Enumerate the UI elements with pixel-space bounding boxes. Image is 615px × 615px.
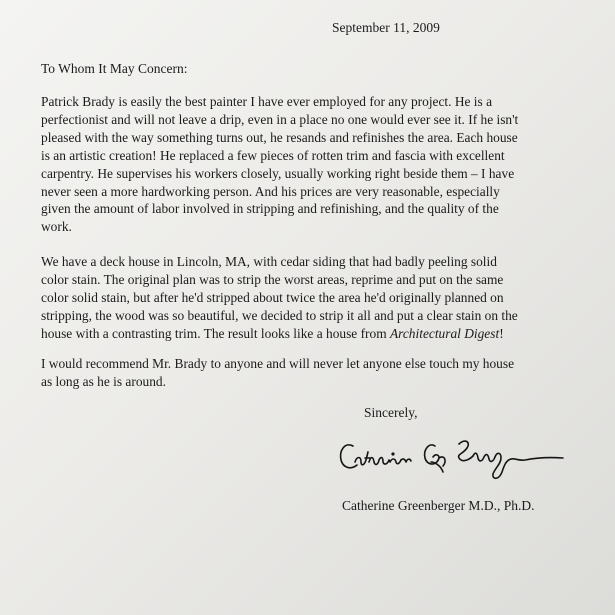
paragraph-line: pleased with the way something turns out, he resands and refinishes the area. Each house	[41, 129, 518, 145]
line-text: !	[499, 325, 504, 341]
paragraph-closing-remark	[41, 355, 581, 391]
paragraph-line: color stain. The original plan was to strip the worst areas, reprime and put on the same	[41, 271, 504, 287]
paragraph-line: as long as he is around.	[41, 373, 166, 389]
paragraph-line: given the amount of labor involved in stripping and refinishing, and the quality of the	[41, 201, 499, 217]
magazine-title: Architectural Digest	[389, 325, 500, 341]
paragraph-line: I would recommend Mr. Brady to anyone and will never let anyone else touch my house	[41, 356, 515, 371]
paragraph-line: Patrick Brady is easily the best painter I have ever employed for any project. He is a	[41, 94, 493, 109]
salutation: To Whom It May Concern:	[41, 61, 188, 76]
paragraph-line: color solid stain, but after he'd stripped about twice the area he'd originally planned on	[41, 289, 504, 305]
paragraph-project	[41, 253, 581, 343]
line-text: house with a contrasting trim. The result looks like a house from	[41, 325, 390, 341]
paragraph-line: is an artistic creation! He replaced a few pieces of rotten trim and fascia with excellent	[41, 147, 505, 163]
closing: Sincerely,	[364, 405, 418, 420]
signer-name: Catherine Greenberger M.D., Ph.D.	[342, 498, 535, 513]
paragraph-line: carpentry. He supervises his workers closely, usually working right beside them – I have	[41, 165, 515, 181]
paragraph-line: never seen a more hardworking person. And his prices are very reasonable, especially	[41, 183, 500, 199]
paragraph-recommendation	[41, 93, 581, 236]
paragraph-line: stripping, the wood was so beautiful, we decided to strip it all and put a clear stain on the	[41, 307, 518, 323]
paragraph-line	[41, 325, 581, 343]
paragraph-line: work.	[41, 219, 72, 235]
paragraph-line: perfectionist and will not leave a drip, even in a place no one would ever see it. If he isn't	[41, 111, 519, 127]
letter-date: September 11, 2009	[332, 20, 440, 35]
handwritten-signature	[335, 432, 575, 484]
paragraph-line: We have a deck house in Lincoln, MA, with cedar siding that had badly peeling solid	[41, 254, 497, 269]
